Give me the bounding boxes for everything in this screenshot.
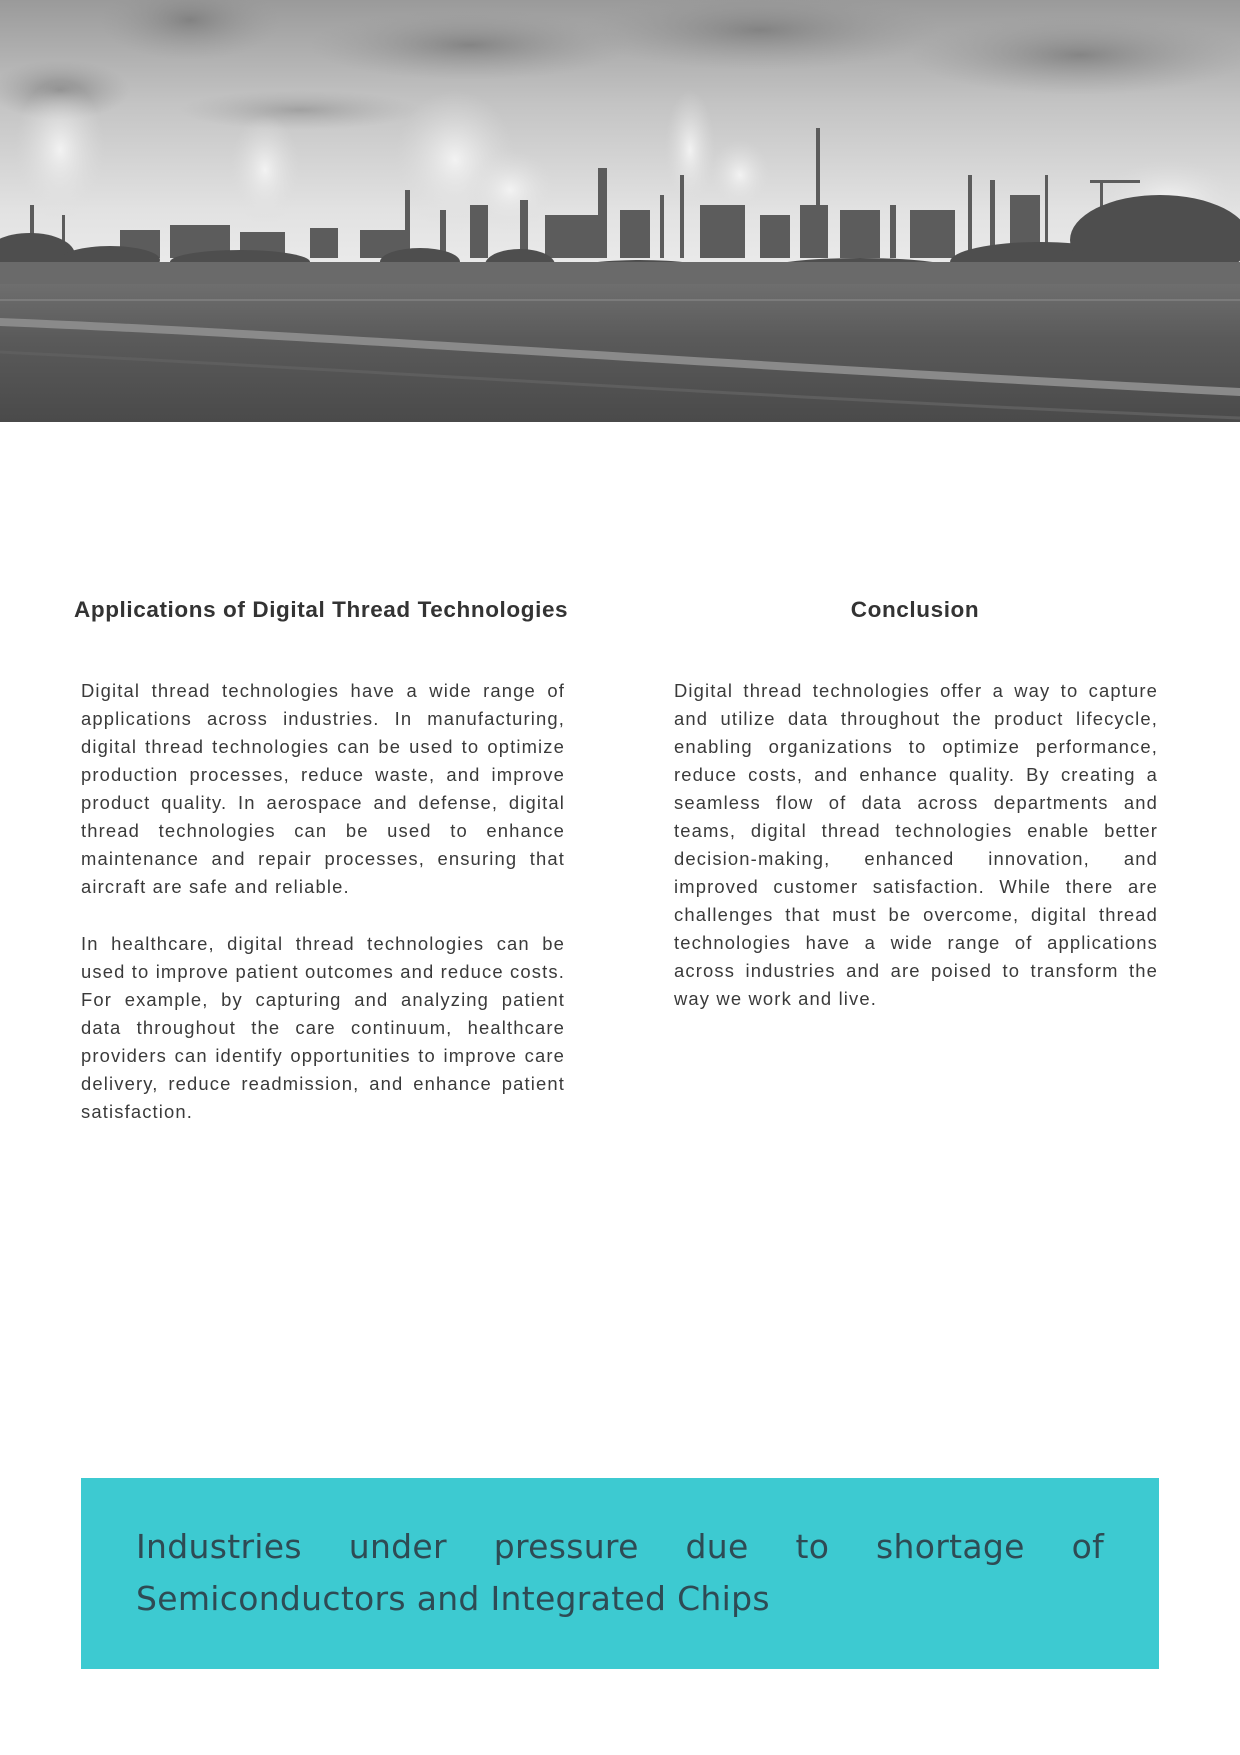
applications-column xyxy=(81,677,565,1155)
industrial-skyline-photo xyxy=(0,0,1240,422)
applications-paragraph-1: Digital thread technologies have a wide range of applications across industries. In manufacturing, digital thread technologies can be used to optimize production processes, reduce waste, and improve product quality. In aerospace and defense, digital thread technologies can be used to enhance maintenance and repair processes, ensuring that aircraft are safe and reliable. xyxy=(81,680,565,897)
applications-heading: Applications of Digital Thread Technologies xyxy=(74,597,569,622)
conclusion-column xyxy=(674,677,1158,1042)
conclusion-paragraph: Digital thread technologies offer a way to capture and utilize data throughout the product lifecycle, enabling organizations to optimize performance, reduce costs, and enhance quality. By creating a seamless flow of data across departments and teams, digital thread technologies enable better decision-making, enhanced innovation, and improved customer satisfaction. While there are challenges that must be overcome, digital thread technologies have a wide range of applications across industries and are poised to transform the way we work and live. xyxy=(674,680,1158,1009)
banner-text: Industries under pressure due to shortage of Semiconductors and Integrated Chips xyxy=(136,1527,1104,1618)
applications-paragraph-2: In healthcare, digital thread technologies can be used to improve patient outcomes and reduce costs. For example, by capturing and analyzing patient data throughout the care continuum, healthcare providers can identify opportunities to improve care delivery, reduce readmission, and enhance patient satisfaction. xyxy=(81,933,565,1122)
hero-image xyxy=(0,0,1240,422)
callout-banner xyxy=(81,1478,1159,1669)
conclusion-heading: Conclusion xyxy=(850,597,980,622)
